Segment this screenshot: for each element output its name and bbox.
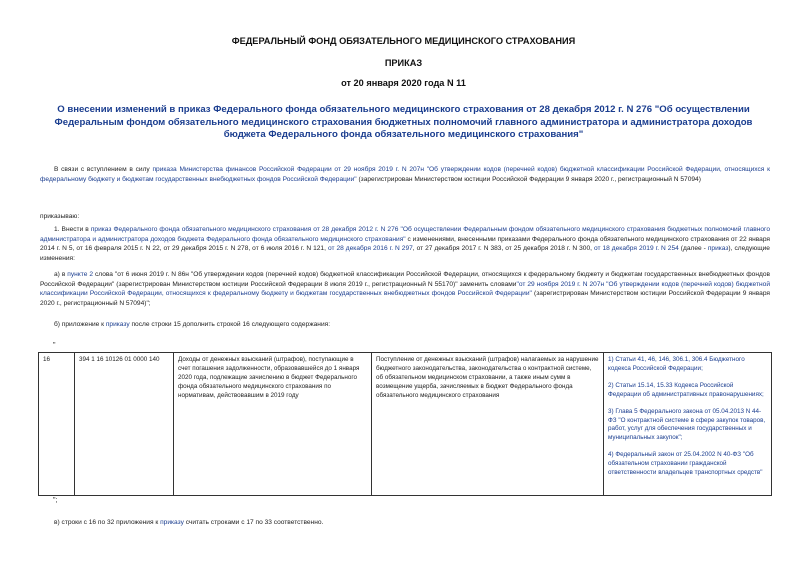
doc-title xyxy=(40,104,767,142)
item-1-paragraph xyxy=(40,225,770,263)
item-1-text-5: ), следующие изменения: xyxy=(40,245,770,262)
item-1-link-2019[interactable]: от 18 декабря 2019 г. N 254 xyxy=(593,245,679,253)
item-1-text-3: , от 27 декабря 2017 г. N 383, от 25 декабря 2018 г. N 300, xyxy=(412,245,594,253)
item-b-order-link[interactable]: приказу xyxy=(105,321,130,328)
table-row xyxy=(39,353,772,496)
title-order-link[interactable]: приказ Федерального фонда обязательного медицинского страхования от 28 декабря 2012 г. N 276 "Об осуществлении Федеральным фондом обязательного медицинского страхования бюджетных полномочий главного администратора и администратора доходов бюджета Федерального фонда обязательного медицинского страхования" xyxy=(54,104,753,140)
legal-refs-cell xyxy=(604,353,772,496)
item-1-link-order[interactable]: приказ xyxy=(707,245,729,253)
item-b-text-1: б) приложение к xyxy=(54,321,106,328)
appendix-row-table xyxy=(38,352,772,496)
kbk-code-cell: 394 1 16 10126 01 0000 140 xyxy=(75,353,174,496)
legal-ref-link[interactable]: 2) Статьи 15.14, 15.33 Кодекса Российской Федерации об административных правонарушениях; xyxy=(608,381,764,398)
doc-type: ПРИКАЗ xyxy=(384,58,423,68)
org-name: ФЕДЕРАЛЬНЫЙ ФОНД ОБЯЗАТЕЛЬНОГО МЕДИЦИНСКОГО СТРАХОВАНИЯ xyxy=(231,36,576,46)
item-a-text-3: (зарегистрирован Министерством юстиции Российской Федерации 9 января 2020 г., регистрационный N 57094)"; xyxy=(40,290,770,307)
row-number-cell: 16 xyxy=(39,353,75,496)
intro-text-2: (зарегистрирован Министерством юстиции Российской Федерации 9 января 2020 г., регистрационный N 57094) xyxy=(356,175,701,183)
item-c-order-link[interactable]: приказу xyxy=(160,519,184,526)
item-1-text-2: с изменениями, внесенными приказами Федерального фонда обязательного медицинского страхования от 22 января 2014 г. N 5, от 16 февраля 2015 г. N 22, от 29 декабря 2015 г. N 278, от 6 июля 2016 г. N 121, xyxy=(40,235,770,253)
item-c-text-1: в) строки с 16 по 32 приложения к xyxy=(54,519,161,526)
item-c-paragraph xyxy=(40,518,770,528)
title-prefix: О внесении изменений в xyxy=(57,104,178,115)
legal-ref-link[interactable]: 4) Федеральный закон от 25.04.2002 N 40-ФЗ "Об обязательном страховании гражданской ответственности владельцев транспортных средств" xyxy=(608,451,763,477)
item-b-paragraph xyxy=(40,320,770,330)
item-1-text-1: 1. Внести в xyxy=(54,226,91,233)
item-a-text-2: слова "от 6 июня 2019 г. N 86н "Об утверждении кодов (перечней кодов) бюджетной классификации Российской Федерации, относящихся к федеральному бюджету и бюджетам государственных внебюджетных фондов Российской Федерации" (зарегистрирован Министерством юстиции Российской Федерации 8 июля 2019 г., регистрационный N 55170)" заменить словами xyxy=(40,271,770,288)
item-a-text-1: а) в xyxy=(54,271,68,278)
legal-ref-link[interactable]: 1) Статьи 41, 46, 146, 306.1, 306.4 Бюджетного кодекса Российской Федерации; xyxy=(608,356,745,372)
item-a-paragraph xyxy=(40,270,770,308)
item-a-point-link[interactable]: пункте 2 xyxy=(67,271,94,278)
income-description-cell: Поступление от денежных взысканий (штрафов) налагаемых за нарушение бюджетного законодательства, законодательства о контрактной системе, об обязательном медицинском страховании, а также иным сумм в возмещение ущерба, зачисляемых в бюджет Федерального фонда обязательного медицинского страхования xyxy=(372,353,604,496)
item-b-text-2: после строки 15 дополнить строкой 16 следующего содержания: xyxy=(129,321,331,328)
income-name-cell: Доходы от денежных взысканий (штрафов), поступающие в счет погашения задолженности, образовавшейся до 1 января 2020 года, подлежащие зачислению в бюджет Федерального фонда обязательного медицинского страхования по нормативам, действовавшим в 2019 году xyxy=(174,353,372,496)
item-1-link-2016[interactable]: от 28 декабря 2016 г. N 297 xyxy=(327,245,413,253)
doc-date-number: от 20 января 2020 года N 11 xyxy=(341,78,466,88)
quote-open: " xyxy=(53,342,56,349)
quote-close: "; xyxy=(53,497,58,504)
intro-paragraph xyxy=(40,165,770,184)
intro-text-1: В связи с вступлением в силу xyxy=(54,166,153,173)
item-a-new-order-link[interactable]: "от 29 ноября 2019 г. N 207н "Об утверждении кодов (перечней кодов) бюджетной классификации Российской Федерации, относящихся к федеральному бюджету и бюджетам государственных внебюджетных фондов Российской Федерации" xyxy=(40,280,771,298)
legal-ref-link[interactable]: 3) Глава 5 Федерального закона от 05.04.2013 N 44-ФЗ "О контрактной системе в сфере закупок товаров, работ, услуг для обеспечения государственных и муниципальных закупок"; xyxy=(608,407,766,442)
item-c-text-2: считать строками с 17 по 33 соответственно. xyxy=(183,519,324,526)
intro-minfin-link[interactable]: приказа Министерства финансов Российской Федерации от 29 ноября 2019 г. N 207н "Об утверждении кодов (перечней кодов) бюджетной классификации Российской Федерации, относящихся к федеральному бюджету и бюджетам государственных внебюджетных фондов Российской Федерации" xyxy=(40,166,771,183)
orders-line: приказываю: xyxy=(40,213,80,220)
item-1-order-link[interactable]: приказ Федерального фонда обязательного медицинского страхования от 28 декабря 2012 г. N 276 "Об осуществлении Федеральным фондом обязательного медицинского страхования бюджетных полномочий главного администратора и администратора доходов бюджета Федерального фонда обязательного медицинского страхования" xyxy=(40,226,770,243)
item-1-text-4: (далее - xyxy=(678,245,708,253)
